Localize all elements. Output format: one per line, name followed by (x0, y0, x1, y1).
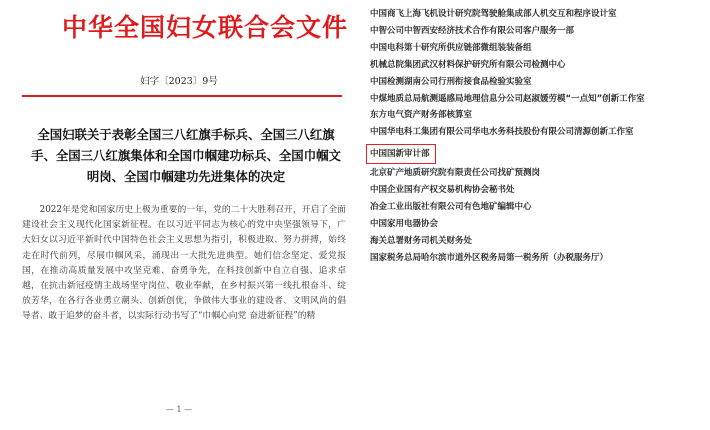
document-right-page (358, 0, 710, 430)
list-item: 中国企业国有产权交易机构协会秘书处 (370, 185, 515, 196)
list-item: 中国检测湖南公司行刑衔接食品检验实验室 (370, 76, 532, 87)
list-item: 海关总署财务司机关财务处 (370, 235, 473, 246)
document-number: 妇字〔2023〕9号 (140, 76, 218, 87)
list-item: 东方电气资产财务部核算室 (370, 110, 473, 121)
list-item: 中国商飞上海飞机设计研究院驾驶舱集成部人机交互和程序设计室 (370, 9, 617, 19)
list-item: 中国家用电器协会 (370, 218, 439, 229)
list-item: 中智公司中智西安经济技术合作有限公司客户服务一部 (370, 25, 575, 36)
list-item: 北京矿产地质研究院有限责任公司找矿预测岗 (370, 168, 541, 179)
list-item: 中煤地质总局航测遥感局地理信息分公司赵淑媛劳模“一点知”创新工作室 (370, 93, 645, 104)
document-title: 全国妇联关于表彰全国三八红旗手标兵、全国三八红旗手、全国三八红旗集体和全国巾帼建功标兵、全国巾帼文明岗、全国巾帼建功先进集体的决定 (31, 127, 341, 184)
page-number: — 1 — (165, 405, 193, 414)
document-body-paragraph: 2022年是党和国家历史上极为重要的一年，党的二十大胜利召开，开启了全面建设社会主义现代化国家新征程。在以习近平同志为核心的党中央坚强领导下，广大妇女以习近平新时代中国特色社会主义思想为指引，积极进取、努力拼搏，始终走在时代前列，尽展巾帼风采，涌现出一大批先进典型。她们信念坚定、爱党报国，在推动高质量发展中攻坚克难、奋勇争先，在科技创新中自立自强、追求卓越，在抗击新冠疫情主战场坚守岗位、敬业奉献，在乡村振兴第一线扎根奋斗、绽放芳华，在各行各业勇立潮头、创新创优，争做伟大事业的建设者、文明风尚的倡导者、敢于追梦的奋斗者，以实际行动书写了“巾帼心向党 奋进新征程”的精 (22, 205, 346, 322)
awarded-unit-list (370, 6, 662, 267)
list-item: 国家税务总局哈尔滨市道外区税务局第一税务所（办税服务厅） (370, 252, 609, 263)
list-item: 中国电科第十研究所供应链部微组装装备组 (370, 42, 532, 53)
list-item: 冶金工业出版社有限公司有色地矿编辑中心 (370, 202, 532, 213)
list-item: 中国华电科工集团有限公司华电水务科技股份有限公司清源创新工作室 (370, 127, 634, 138)
highlighted-list-row (370, 141, 662, 165)
red-divider-line (22, 95, 342, 97)
list-item: 机械总院集团武汉材料保护研究所有限公司检测中心 (370, 59, 566, 70)
highlighted-unit: 中国国新审计部 (366, 144, 436, 164)
masthead-title: 中华全国妇女联合会文件 (62, 13, 349, 42)
